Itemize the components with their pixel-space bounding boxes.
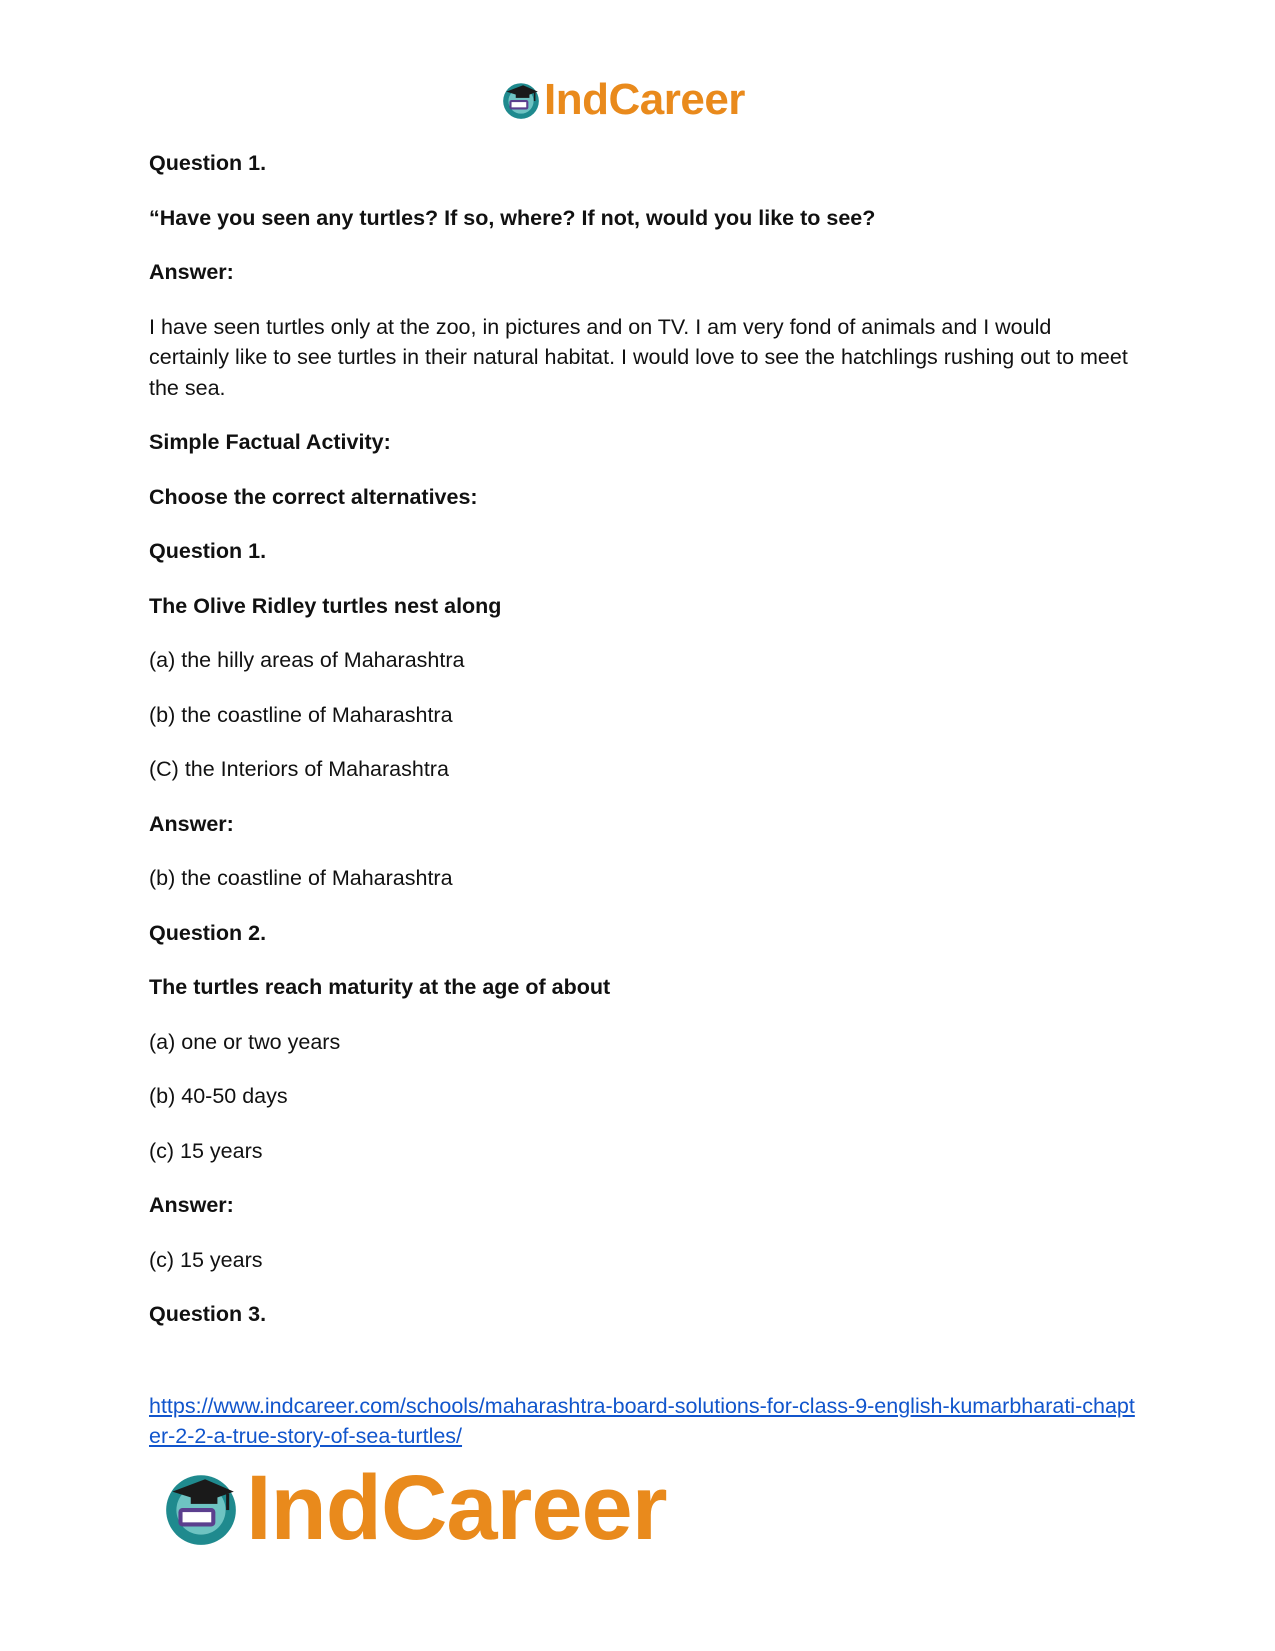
bold-paragraph: Simple Factual Activity:: [149, 430, 391, 454]
bold-paragraph: Question 3.: [149, 1302, 267, 1326]
paragraph: (C) the Interiors of Maharashtra: [149, 757, 449, 781]
paragraph: (c) 15 years: [149, 1138, 263, 1163]
bold-paragraph: The turtles reach maturity at the age of about: [149, 975, 611, 999]
logo-wordmark: IndCareer: [246, 1457, 667, 1559]
paragraph: (b) the coastline of Maharashtra: [149, 702, 453, 727]
source-url-link[interactable]: https://www.indcareer.com/schools/maharashtra-board-solutions-for-class-9-english-kumarbharati-chapter-2-2-a-true-story-of-sea-turtles/: [149, 1394, 1135, 1448]
bold-paragraph: Question 1.: [149, 151, 267, 175]
bold-paragraph: Answer:: [149, 1193, 234, 1217]
paragraph: (a) one or two years: [149, 1029, 341, 1054]
bold-paragraph: Question 1.: [149, 539, 267, 563]
bold-paragraph: “Have you seen any turtles? If so, where? If not, would you like to see?: [149, 205, 876, 230]
paragraph: (c) 15 years: [149, 1247, 263, 1272]
bold-paragraph: Choose the correct alternatives:: [149, 484, 478, 509]
bold-paragraph: Answer:: [149, 811, 234, 836]
footer-logo: [160, 1457, 667, 1559]
bold-paragraph: The Olive Ridley turtles nest along: [149, 593, 502, 618]
header-logo: [500, 75, 745, 124]
graduation-book-icon: [160, 1467, 242, 1549]
paragraph: I have seen turtles only at the zoo, in pictures and on TV. I am very fond of animals and I would certainly like to see turtles in their natural habitat. I would love to see the hatchlings rushing out to meet the sea.: [149, 314, 1128, 400]
document-body: [149, 148, 1129, 1330]
bold-paragraph: Answer:: [149, 260, 234, 284]
graduation-book-icon: [500, 79, 542, 121]
paragraph: (a) the hilly areas of Maharashtra: [149, 648, 465, 672]
paragraph: (b) 40-50 days: [149, 1084, 288, 1108]
paragraph: (b) the coastline of Maharashtra: [149, 866, 453, 890]
logo-wordmark: IndCareer: [544, 75, 745, 124]
bold-paragraph: Question 2.: [149, 920, 267, 945]
